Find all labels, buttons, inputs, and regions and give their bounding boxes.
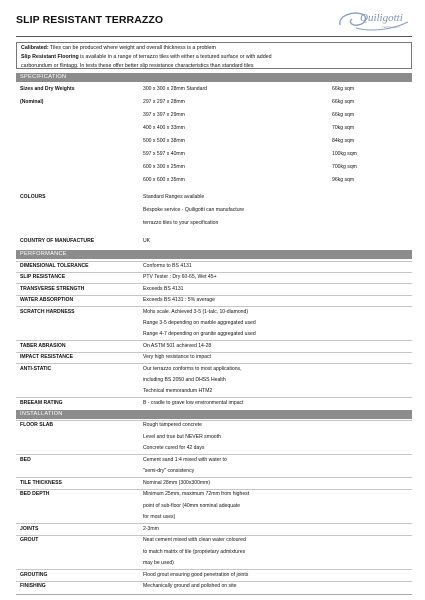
size-value: 297 x 297 x 28mm <box>143 99 185 105</box>
performance-value: Technical memorandum HTM2 <box>143 388 213 395</box>
section-installation: INSTALLATION <box>16 410 412 419</box>
installation-row <box>16 558 412 569</box>
size-value: 300 x 300 x 28mm Standard <box>143 86 207 92</box>
installation-label: BED DEPTH <box>20 491 50 497</box>
performance-row <box>16 307 412 318</box>
installation-value: "semi-dry" consistency <box>143 468 195 474</box>
installation-label: TILE THICKNESS <box>20 479 62 486</box>
performance-label: TRANSVERSE STRENGTH <box>20 285 85 292</box>
performance-label: DIMENSIONAL TOLERANCE <box>20 263 89 269</box>
installation-label: GROUT <box>20 537 39 543</box>
spec-row <box>16 110 412 121</box>
installation-row <box>16 570 412 581</box>
calibrated-text: Tiles can be produced where weight and overall thickness is a problem <box>48 45 216 51</box>
intro-line-3: carborundum or flintagg. In tests these offer better slip resistance characteristics than standard tiles <box>21 63 254 69</box>
weight-value: 66kg sqm <box>332 86 355 92</box>
row-divider <box>16 295 412 296</box>
nominal-label: (Nominal) <box>20 99 44 105</box>
size-value: 597 x 597 x 40mm <box>143 151 185 157</box>
intro-line-2 <box>21 53 407 62</box>
spec-row <box>16 123 412 134</box>
performance-row <box>16 352 412 363</box>
performance-row <box>16 284 412 295</box>
installation-row <box>16 581 412 592</box>
size-value: 600 x 600 x 35mm <box>143 177 185 183</box>
size-value: 400 x 400 x 33mm <box>143 125 185 131</box>
performance-row <box>16 329 412 340</box>
row-divider <box>16 283 412 284</box>
installation-value: Flood grout ensuring good penetration of joints <box>143 571 249 578</box>
spec-row <box>16 84 412 95</box>
installation-row <box>16 501 412 512</box>
performance-label: BREEAM RATING <box>20 399 63 406</box>
intro-line-1 <box>21 44 407 53</box>
sizes-label: Sizes and Dry Weights <box>20 86 75 92</box>
performance-value: including BS 2050 and DHSS Health <box>143 377 226 383</box>
spec-row <box>16 136 412 147</box>
intro-box <box>16 42 412 69</box>
performance-value: Range 3-5 depending on marble aggregated used <box>143 320 256 326</box>
performance-label: IMPACT RESISTANCE <box>20 354 74 361</box>
colours-value: Standard Ranges available <box>143 194 205 200</box>
performance-row <box>16 341 412 352</box>
performance-row <box>16 272 412 283</box>
country-value: UK <box>143 238 151 244</box>
installation-label: FINISHING <box>20 583 46 589</box>
country-label: COUNTRY OF MANUFACTURE <box>20 238 95 244</box>
installation-label: FLOOR SLAB <box>20 422 54 428</box>
colours-value: terrazzo tiles to your specification <box>143 220 219 226</box>
row-divider <box>16 569 412 570</box>
performance-value: Range 4-7 depending on granite aggregated used <box>143 331 256 338</box>
weight-value: 96kg sqm <box>332 177 355 183</box>
installation-value: Nominal 28mm (300x300mm) <box>143 479 211 486</box>
row-divider <box>16 523 412 524</box>
installation-value: Cement sand 1:4 mixed with water to <box>143 456 227 463</box>
performance-value: Exceeds BS 4131 : 5% average <box>143 297 215 304</box>
logo-wordmark: Quiligotti <box>360 12 403 24</box>
installation-row <box>16 443 412 454</box>
row-divider <box>16 581 412 582</box>
installation-value: Minimum 25mm, maximum 72mm from highest <box>143 491 250 497</box>
performance-label: SCRATCH HARDNESS <box>20 308 75 315</box>
installation-value: may be used) <box>143 560 174 566</box>
weight-value: 66kg sqm <box>332 99 355 105</box>
spec-row <box>16 205 412 216</box>
row-divider <box>16 397 412 398</box>
installation-value: point of sub-floor (40mm nominal adequate <box>143 502 241 509</box>
colours-label: COLOURS <box>20 194 46 200</box>
performance-row <box>16 375 412 386</box>
weight-value: 100kg sqm <box>332 151 357 157</box>
row-divider <box>16 363 412 364</box>
performance-value: Exceeds BS 4131 <box>143 285 184 292</box>
installation-row <box>16 489 412 500</box>
installation-row <box>16 466 412 477</box>
installation-row <box>16 547 412 558</box>
performance-label: ANTI-STATIC <box>20 365 52 372</box>
performance-value: Very high resistance to impact <box>143 354 211 361</box>
spec-row <box>16 149 412 160</box>
installation-row <box>16 535 412 546</box>
weight-value: 70kg sqm <box>332 125 355 131</box>
performance-row <box>16 386 412 397</box>
weight-value: 84kg sqm <box>332 138 355 144</box>
size-value: 500 x 500 x 38mm <box>143 138 185 144</box>
installation-row <box>16 455 412 466</box>
installation-label: BED <box>20 456 31 463</box>
performance-value: On ASTM 501 achieved 14-28 <box>143 342 212 349</box>
performance-value: Our terrazzo conforms to most applications, <box>143 365 242 372</box>
installation-value: for most uses) <box>143 514 176 520</box>
performance-row <box>16 318 412 329</box>
installation-value: Neat cement mixed with clean water coloured <box>143 537 246 543</box>
performance-value: Conforms to BS 4131 <box>143 263 192 269</box>
performance-row <box>16 364 412 375</box>
installation-row <box>16 478 412 489</box>
performance-value: PTV Tester : Dry 60-65, Wet 45+ <box>143 274 217 281</box>
title-rule <box>16 36 412 37</box>
spec-row <box>16 218 412 229</box>
installation-value: Mechanically ground and polished on site <box>143 583 237 589</box>
size-value: 600 x 300 x 25mm <box>143 164 185 170</box>
weight-value: 66kg sqm <box>332 112 355 118</box>
row-divider <box>16 454 412 455</box>
installation-value: 2-3mm <box>143 525 159 532</box>
installation-value: to match matrix of tile (proprietary admixtures <box>143 548 246 555</box>
colours-value: Bespoke service - Quiligotti can manufacture <box>143 207 245 213</box>
performance-value: B - cradle to grave low environmental impact <box>143 399 244 406</box>
quiligotti-logo <box>336 8 412 36</box>
slip-label: Slip Resistant Flooring <box>21 54 79 60</box>
installation-value: Level and true but NEVER smooth <box>143 433 221 440</box>
spec-row <box>16 192 412 203</box>
spec-row <box>16 236 412 247</box>
logo-subtitle: TERRAZZO <box>382 25 400 29</box>
bottom-rule <box>16 594 412 595</box>
row-divider <box>16 489 412 490</box>
installation-row <box>16 512 412 523</box>
installation-label: GROUTING <box>20 571 48 578</box>
row-divider <box>16 420 412 421</box>
performance-label: SLIP RESISTANCE <box>20 274 66 281</box>
size-value: 397 x 397 x 29mm <box>143 112 185 118</box>
performance-row <box>16 398 412 409</box>
row-divider <box>16 477 412 478</box>
row-divider <box>16 340 412 341</box>
performance-label: TABER ABRASION <box>20 342 66 349</box>
spec-row <box>16 175 412 186</box>
weight-value: 700kg sqm <box>332 164 357 170</box>
installation-row <box>16 524 412 535</box>
row-divider <box>16 535 412 536</box>
calibrated-label: Calibrated: <box>21 45 49 51</box>
spec-row <box>16 162 412 173</box>
row-divider <box>16 306 412 307</box>
installation-label: JOINTS <box>20 525 39 532</box>
row-divider <box>16 352 412 353</box>
installation-row <box>16 420 412 431</box>
performance-label: WATER ABSORPTION <box>20 297 74 304</box>
performance-value: Mohs scale. Achieved 3-5 (1-talc, 10-diamond) <box>143 308 249 315</box>
section-specification: SPECIFICATION <box>16 73 412 82</box>
row-divider <box>16 272 412 273</box>
installation-value: Rough tampered concrete <box>143 422 202 428</box>
section-performance: PERFORMANCE <box>16 250 412 259</box>
slip-text: is available in a range of terrazzo tiles with either a textured surface or with added <box>78 54 272 60</box>
installation-value: Concrete cured for 42 days <box>143 445 205 451</box>
page-title: SLIP RESISTANT TERRAZZO <box>16 14 164 26</box>
row-divider <box>16 261 412 262</box>
installation-row <box>16 432 412 443</box>
spec-row <box>16 97 412 108</box>
performance-row <box>16 261 412 272</box>
performance-row <box>16 295 412 306</box>
